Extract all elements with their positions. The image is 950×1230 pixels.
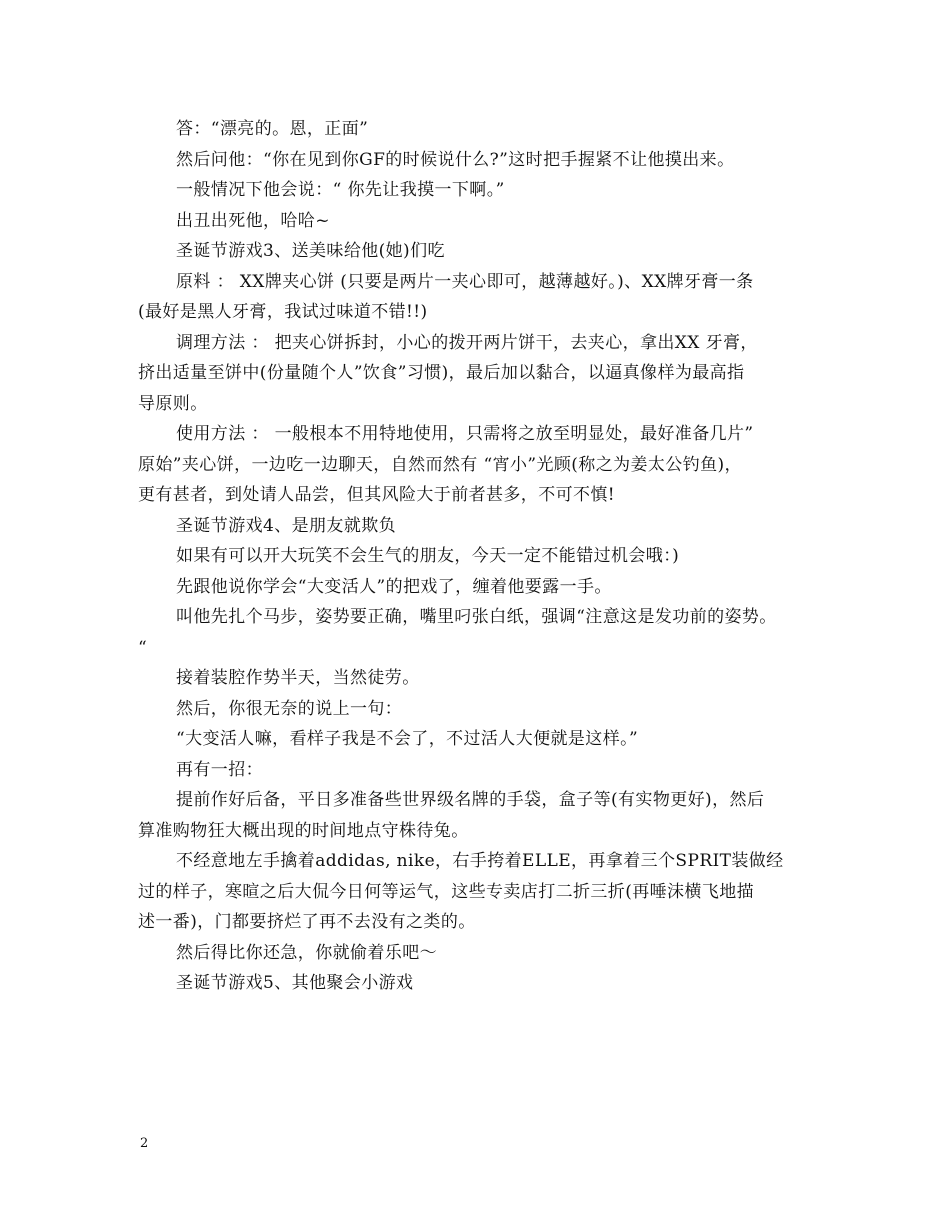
text-line: (最好是黑人牙膏，我试过味道不错!!)	[138, 302, 428, 322]
text-line: 然后得比你还急，你就偷着乐吧～	[176, 942, 437, 963]
text-line: 叫他先扎个马步，姿势要正确，嘴里叼张白纸，强调“注意这是发功前的姿势。	[176, 607, 777, 627]
text-line: 然后问他：“你在见到你GF的时候说什么?”这时把手握紧不让他摸出来。	[176, 149, 735, 170]
text-line: 过的样子，寒暄之后大侃今日何等运气，这些专卖店打二折三折(再唾沫横飞地描	[138, 881, 755, 902]
text-line: 出丑出死他，哈哈~	[176, 210, 330, 231]
text-line: 挤出适量至饼中(份量随个人”饮食”习惯)，最后加以黏合，以逼真像样为最高指	[138, 363, 745, 383]
text-line: 调理方法 ： 把夹心饼拆封，小心的拨开两片饼干，去夹心，拿出XX 牙膏，	[176, 332, 758, 353]
text-line: 一般情况下他会说：“ 你先让我摸一下啊。”	[176, 180, 505, 200]
text-line: 圣诞节游戏3、送美味给他(她)们吃	[176, 241, 445, 261]
page-number: 2	[140, 1136, 149, 1151]
text-line: 圣诞节游戏4、是朋友就欺负	[176, 515, 397, 536]
text-line: 导原则。	[138, 393, 208, 414]
text-line: 接着装腔作势半天，当然徒劳。	[176, 668, 420, 688]
text-line: 如果有可以开大玩笑不会生气的朋友，今天一定不能错过机会哦：)	[176, 546, 680, 566]
text-line: 然后，你很无奈的说上一句：	[176, 698, 403, 719]
text-line: “大变活人嘛，看样子我是不会了，不过活人大便就是这样。”	[176, 729, 639, 749]
document-body	[138, 114, 828, 999]
text-line: 答：“漂亮的。恩，正面”	[176, 119, 369, 139]
text-line: 算准购物狂大概出现的时间地点守株待兔。	[138, 820, 469, 841]
text-line: “	[138, 637, 148, 658]
text-line: 不经意地左手擒着addidas, nike，右手挎着ELLE，再拿着三个SPRIT装做经	[176, 851, 784, 871]
text-line: 提前作好后备，平日多准备些世界级名牌的手袋，盒子等(有实物更好)，然后	[176, 790, 765, 810]
text-line: 使用方法 ： 一般根本不用特地使用，只需将之放至明显处，最好准备几片”	[176, 424, 754, 444]
text-line: 先跟他说你学会“大变活人”的把戏了，缠着他要露一手。	[176, 576, 612, 597]
text-line: 原始”夹心饼，一边吃一边聊天，自然而然有 “宵小”光顾(称之为姜太公钓鱼)，	[138, 454, 742, 475]
text-line: 更有甚者，到处请人品尝，但其风险大于前者甚多，不可不慎!	[138, 485, 616, 505]
text-line: 圣诞节游戏5、其他聚会小游戏	[176, 973, 414, 993]
text-line: 述一番)，门都要挤烂了再不去没有之类的。	[138, 912, 476, 932]
text-line: 原料 ： XX牌夹心饼 (只要是两片一夹心即可，越薄越好。)、XX牌牙膏一条	[176, 271, 754, 292]
text-line: 再有一招：	[176, 759, 263, 780]
